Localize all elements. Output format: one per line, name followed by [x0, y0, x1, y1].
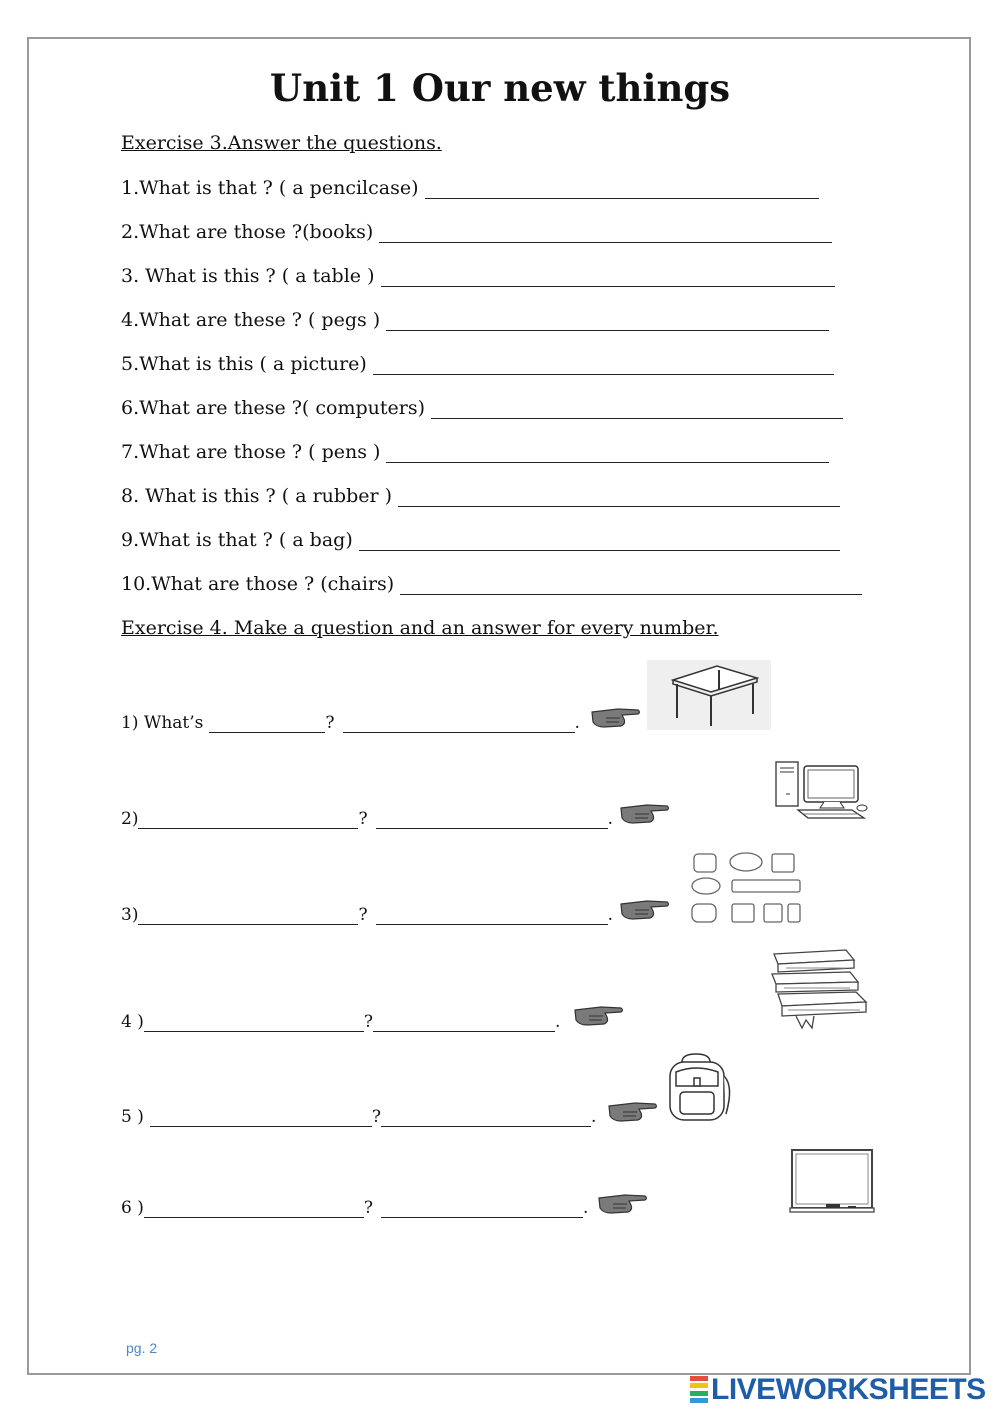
question-text: 10.What are those ? (chairs)	[121, 573, 395, 595]
computer-icon	[772, 760, 872, 822]
answer-blank[interactable]	[398, 488, 840, 507]
answer-blank[interactable]	[386, 444, 829, 463]
page-number: pg. 2	[126, 1340, 158, 1356]
full-stop: .	[607, 809, 613, 829]
pointing-hand-icon	[588, 698, 642, 732]
pegs-icon	[688, 850, 806, 926]
ex4-item-5	[121, 1107, 596, 1127]
books-icon	[766, 946, 874, 1032]
liveworksheets-logo[interactable]	[690, 1374, 986, 1406]
board-icon	[788, 1146, 876, 1216]
answer-blank[interactable]	[381, 268, 835, 287]
answer-blank[interactable]	[376, 812, 608, 829]
full-stop: .	[607, 905, 613, 925]
pointing-hand-icon	[571, 996, 625, 1030]
question-mark: ?	[363, 1012, 373, 1032]
item-prefix: 2)	[121, 809, 139, 829]
question-4	[121, 309, 829, 331]
full-stop: .	[582, 1198, 589, 1218]
answer-blank[interactable]	[359, 532, 840, 551]
ex4-item-4	[121, 1012, 560, 1032]
question-text: 5.What is this ( a picture)	[121, 353, 367, 375]
question-text: 6.What are these ?( computers)	[121, 397, 425, 419]
answer-blank[interactable]	[376, 908, 608, 925]
answer-blank[interactable]	[343, 716, 575, 733]
pointing-hand-icon	[617, 890, 671, 924]
question-mark: ?	[363, 1198, 373, 1218]
answer-blank[interactable]	[400, 576, 862, 595]
pointing-hand-icon	[595, 1184, 649, 1218]
answer-blank[interactable]	[373, 356, 834, 375]
item-prefix: 1) What’s	[121, 713, 204, 733]
table-icon	[647, 660, 771, 730]
question-text: 2.What are those ?(books)	[121, 221, 374, 243]
question-2	[121, 221, 832, 243]
question-blank[interactable]	[144, 1015, 364, 1032]
question-mark: ?	[371, 1107, 381, 1127]
pointing-hand-icon	[605, 1092, 659, 1126]
question-mark: ?	[358, 809, 368, 829]
answer-blank[interactable]	[431, 400, 843, 419]
pointing-hand-icon	[617, 794, 671, 828]
question-8	[121, 485, 840, 507]
answer-blank[interactable]	[373, 1015, 555, 1032]
question-10	[121, 573, 862, 595]
question-text: 8. What is this ? ( a rubber )	[121, 485, 393, 507]
answer-blank[interactable]	[381, 1110, 591, 1127]
page-title: Unit 1 Our new things	[269, 66, 731, 110]
ex4-item-1	[121, 713, 580, 733]
answer-blank[interactable]	[425, 180, 819, 199]
item-prefix: 6 )	[121, 1198, 144, 1218]
item-prefix: 4 )	[121, 1012, 144, 1032]
question-mark: ?	[358, 905, 368, 925]
question-text: 9.What is that ? ( a bag)	[121, 529, 353, 551]
answer-blank[interactable]	[379, 224, 832, 243]
brand-mark-icon	[690, 1376, 708, 1404]
question-blank[interactable]	[150, 1110, 372, 1127]
question-mark: ?	[325, 713, 335, 733]
exercise3-heading: Exercise 3.Answer the questions.	[121, 132, 442, 154]
question-3	[121, 265, 835, 287]
question-text: 3. What is this ? ( a table )	[121, 265, 375, 287]
answer-blank[interactable]	[381, 1201, 583, 1218]
question-7	[121, 441, 829, 463]
exercise4-heading: Exercise 4. Make a question and an answer for every number.	[121, 617, 719, 639]
question-6	[121, 397, 843, 419]
ex4-item-6	[121, 1198, 588, 1218]
item-prefix: 5 )	[121, 1107, 144, 1127]
question-blank[interactable]	[209, 716, 325, 733]
question-text: 4.What are these ? ( pegs )	[121, 309, 381, 331]
question-blank[interactable]	[138, 908, 358, 925]
question-5	[121, 353, 834, 375]
full-stop: .	[574, 713, 580, 733]
brand-name: LIVEWORKSHEETS	[711, 1373, 986, 1406]
item-prefix: 3)	[121, 905, 139, 925]
question-blank[interactable]	[144, 1201, 364, 1218]
question-1	[121, 177, 819, 199]
question-text: 1.What is that ? ( a pencilcase)	[121, 177, 419, 199]
question-9	[121, 529, 840, 551]
answer-blank[interactable]	[386, 312, 829, 331]
question-blank[interactable]	[138, 812, 358, 829]
backpack-icon	[662, 1052, 736, 1124]
ex4-item-2	[121, 809, 613, 829]
question-text: 7.What are those ? ( pens )	[121, 441, 381, 463]
ex4-item-3	[121, 905, 613, 925]
full-stop: .	[554, 1012, 561, 1032]
full-stop: .	[590, 1107, 597, 1127]
